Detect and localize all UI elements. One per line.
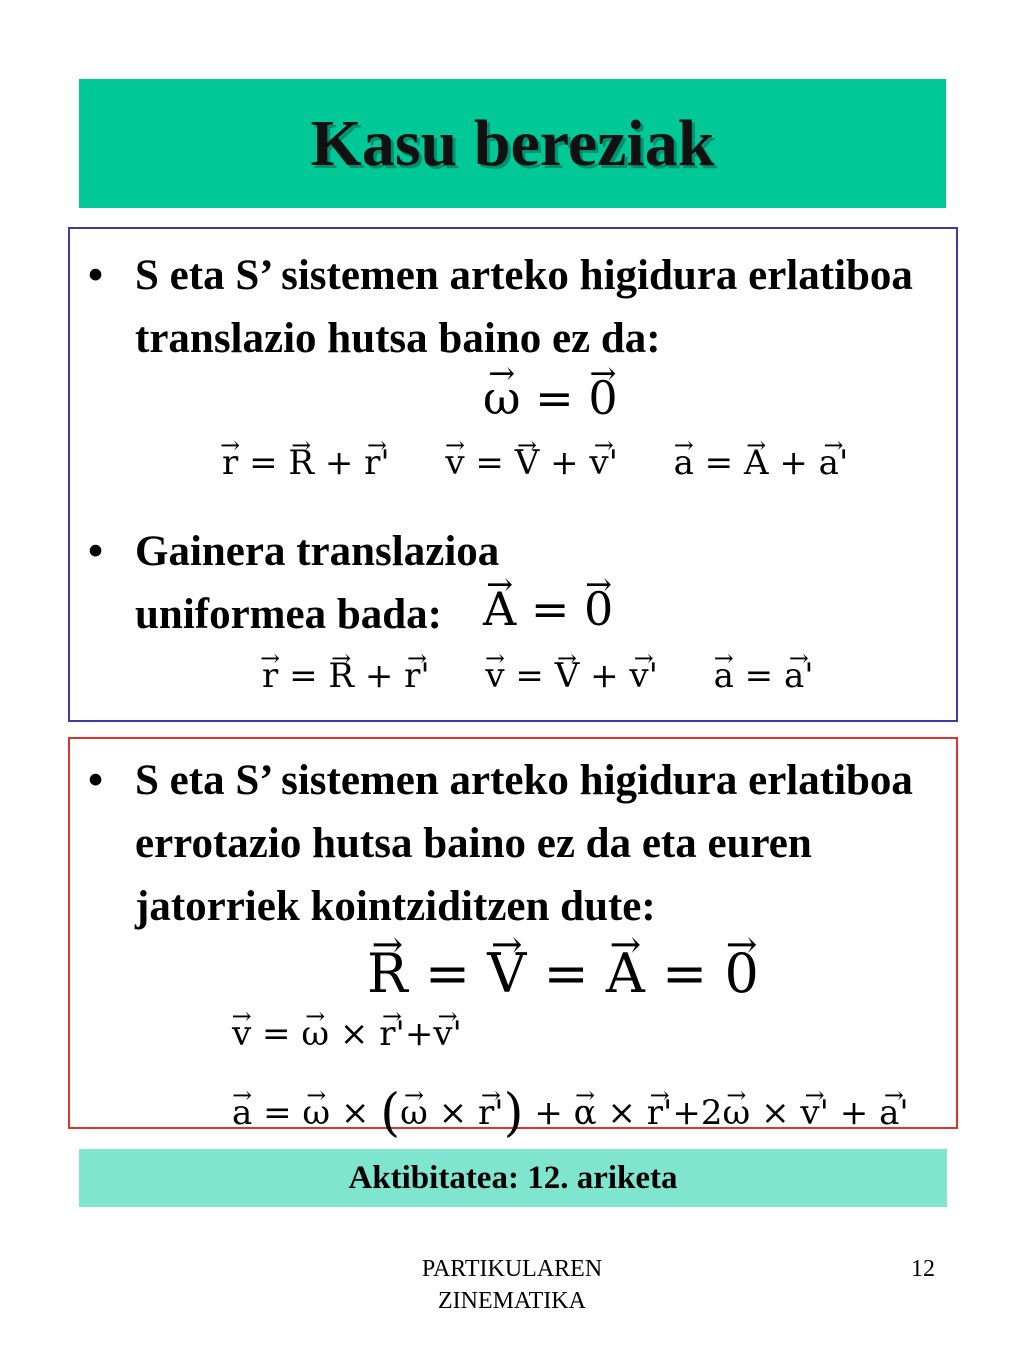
activity-banner xyxy=(79,1149,947,1207)
formula-symbol: → R xyxy=(288,443,314,483)
formula-symbol: = xyxy=(249,443,278,483)
formula-symbol: → r' xyxy=(478,1093,504,1133)
formula-symbol: × xyxy=(340,1092,370,1133)
footer-line: ZINEMATIKA xyxy=(438,1288,586,1314)
activity-label: Aktibitatea: 12. ariketa xyxy=(348,1159,678,1196)
formula-symbol: + xyxy=(839,1092,869,1133)
slide-title: Kasu bereziak xyxy=(310,106,715,180)
formula-symbol: → a' xyxy=(819,443,849,483)
formula-symbol: × xyxy=(607,1092,636,1133)
formula-symbol: → V xyxy=(487,942,526,1005)
formula-symbol: → 0 xyxy=(724,942,758,1005)
formula-symbol: → V xyxy=(515,443,540,483)
formula-symbol: → R xyxy=(328,656,354,696)
formula-symbol: → r xyxy=(222,443,238,483)
formula-symbol: = xyxy=(289,656,318,696)
formula-symbol: × xyxy=(438,1092,468,1133)
formula-symbol: = xyxy=(543,942,589,1005)
footer-line: PARTIKULAREN xyxy=(421,1256,603,1282)
formula-symbol: → α xyxy=(574,1093,597,1133)
formula-omega-zero xyxy=(483,371,618,425)
formula-symbol: → R xyxy=(367,942,408,1005)
formula-symbol: + xyxy=(672,1092,701,1133)
formula-symbol: = xyxy=(662,942,708,1005)
formula-symbol: = xyxy=(263,1092,292,1133)
formula-symbol: + xyxy=(364,656,394,696)
bullet-translation: S eta S’ sistemen arteko higidura erlatiboa translazio hutsa baino ez da: xyxy=(135,252,913,362)
bullet-dot: • xyxy=(88,757,104,804)
formula-symbol: → a xyxy=(232,1093,252,1133)
formula-RVA-zero xyxy=(367,942,759,1005)
formula-symbol: → r' xyxy=(647,1093,673,1133)
formula-symbol: 2 xyxy=(700,1092,723,1133)
formula-symbol: ( xyxy=(380,1084,401,1143)
bullet-dot: • xyxy=(88,252,104,299)
footer-title xyxy=(362,1253,662,1317)
formula-symbol: → A xyxy=(744,443,769,483)
formula-symbol: ) xyxy=(503,1084,524,1143)
formula-symbol: → A xyxy=(606,942,645,1005)
formula-symbol: + xyxy=(404,1014,434,1054)
formula-symbol: → a xyxy=(714,656,734,696)
formula-symbol: = xyxy=(535,371,574,425)
formula-symbol: → v' xyxy=(589,443,618,483)
formula-symbol: → v xyxy=(485,656,504,696)
formula-symbol: + xyxy=(779,443,808,483)
formula-symbol: + xyxy=(550,443,579,483)
formula-translation-uniform xyxy=(262,656,814,696)
page-number: 12 xyxy=(911,1256,935,1282)
formula-symbol: → a xyxy=(674,443,694,483)
formula-symbol: → v' xyxy=(629,656,658,696)
formula-symbol: → v xyxy=(232,1014,251,1054)
formula-symbol: × xyxy=(339,1014,369,1054)
formula-symbol: → A xyxy=(483,582,516,636)
formula-acceleration-rotation xyxy=(232,1084,909,1143)
formula-symbol: → 0 xyxy=(588,371,617,425)
formula-translation-general xyxy=(222,443,848,483)
formula-symbol: → a' xyxy=(879,1093,909,1133)
formula-symbol: = xyxy=(530,582,570,636)
formula-symbol: → ω xyxy=(302,1093,330,1133)
formula-symbol: → v' xyxy=(800,1093,829,1133)
translation-box xyxy=(68,227,958,722)
formula-A-zero xyxy=(483,582,613,636)
formula-symbol: × xyxy=(761,1092,790,1133)
formula-symbol: → ω xyxy=(483,371,521,425)
formula-symbol: + xyxy=(590,656,619,696)
formula-symbol: + xyxy=(534,1092,563,1133)
formula-symbol: → 0 xyxy=(584,582,613,636)
formula-symbol: → a' xyxy=(784,656,814,696)
formula-symbol: → ω xyxy=(400,1093,428,1133)
formula-symbol: = xyxy=(262,1014,291,1054)
title-bar xyxy=(79,79,946,208)
formula-symbol: = xyxy=(515,656,544,696)
formula-symbol: → ω xyxy=(301,1014,329,1054)
formula-symbol: → v xyxy=(445,443,464,483)
formula-symbol: → r' xyxy=(379,1014,405,1054)
bullet-dot: • xyxy=(88,528,104,575)
formula-symbol: → r' xyxy=(364,443,390,483)
formula-symbol: → v' xyxy=(433,1014,462,1054)
formula-symbol: = xyxy=(475,443,504,483)
bullet-rotation: S eta S’ sistemen arteko higidura erlatiboa errotazio hutsa baino ez da eta euren jatorriek kointziditzen dute: xyxy=(135,757,913,930)
formula-symbol: → V xyxy=(555,656,580,696)
formula-symbol: → ω xyxy=(723,1093,751,1133)
formula-symbol: → r xyxy=(262,656,278,696)
formula-symbol: = xyxy=(744,656,774,696)
formula-symbol: → r' xyxy=(404,656,430,696)
formula-symbol: = xyxy=(704,443,734,483)
formula-velocity-rotation xyxy=(232,1014,462,1054)
rotation-box xyxy=(68,737,958,1143)
bullet-uniform: Gainera translazioa uniformea bada: xyxy=(135,528,500,638)
formula-symbol: = xyxy=(424,942,471,1005)
formula-symbol: + xyxy=(324,443,354,483)
